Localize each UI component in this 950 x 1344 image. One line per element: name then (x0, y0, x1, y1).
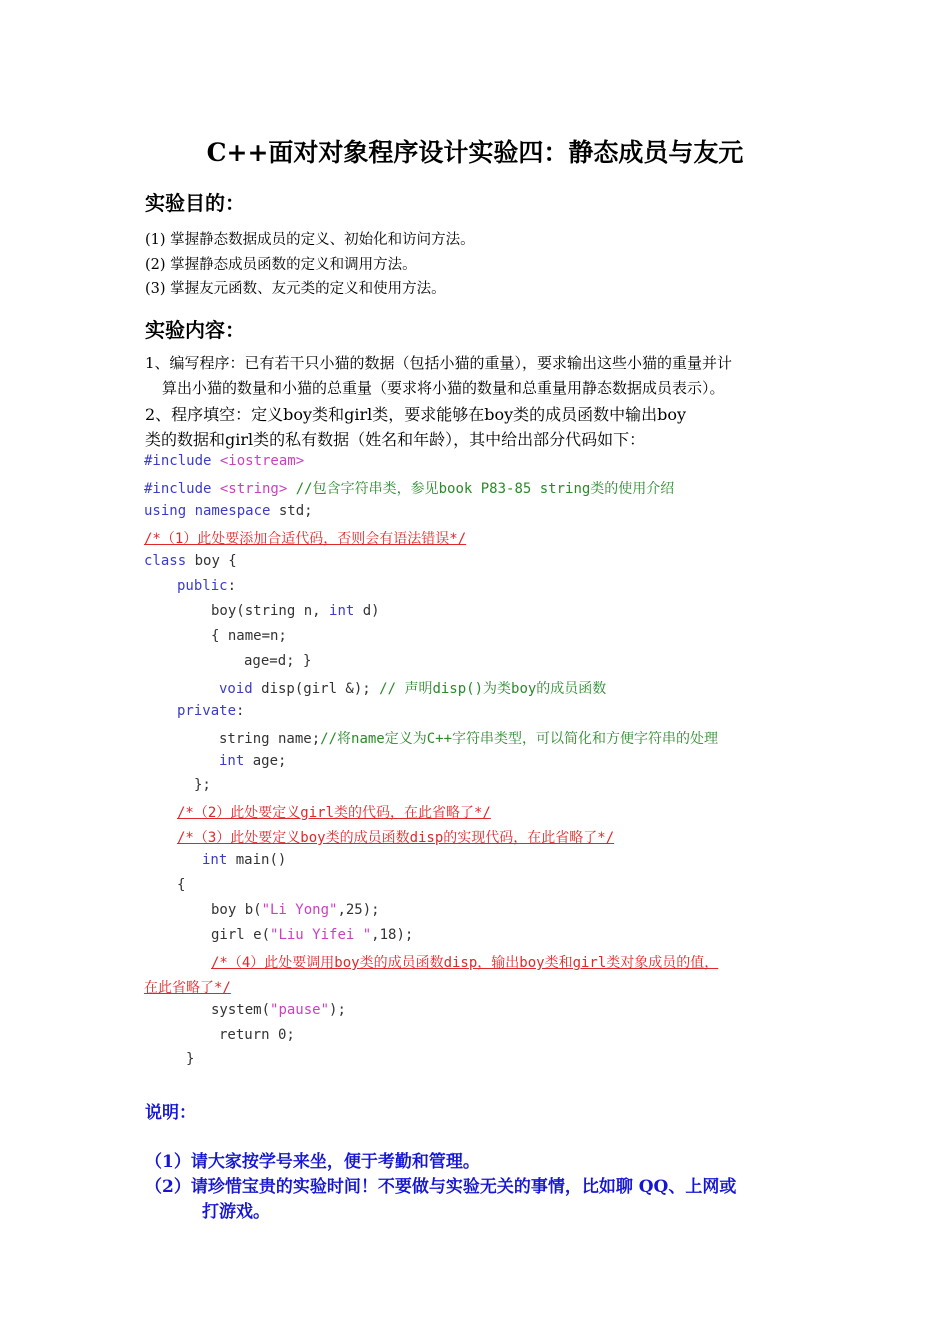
code-comment: // 声明disp()为类boy的成员函数 (379, 681, 607, 697)
document-title: C++面对对象程序设计实验四：静态成员与友元 (206, 138, 744, 167)
code-text: : (236, 703, 245, 719)
code-placeholder-2: /*（2）此处要定义girl类的代码，在此省略了*/ (177, 805, 491, 821)
code-text: std; (270, 503, 313, 519)
code-placeholder-1: /*（1）此处要添加合适代码，否则会有语法错误*/ (144, 531, 467, 547)
code-keyword: #include (144, 481, 220, 497)
code-line-main (202, 852, 286, 868)
code-keyword: void (219, 681, 253, 697)
code-string: "Liu Yifei " (270, 927, 372, 943)
code-text: ,18); (371, 927, 414, 943)
code-comment: //将name定义为C++字符串类型，可以简化和方便字符串的处理 (320, 731, 719, 747)
code-line-private (177, 703, 244, 719)
note-item: （2）请珍惜宝贵的实验时间！不要做与实验无关的事情，比如聊 QQ、上网或 (145, 1177, 737, 1197)
code-text: age; (244, 753, 287, 769)
code-line-return: return 0; (219, 1027, 295, 1043)
code-text: boy { (186, 553, 237, 569)
code-line-class-end: }; (194, 777, 211, 793)
code-keyword: private (177, 703, 237, 719)
code-line-body: age=d; } (244, 653, 312, 669)
code-string: "pause" (270, 1002, 330, 1018)
code-line-public (177, 578, 236, 594)
code-line-system (211, 1002, 346, 1018)
objective-item: (2) 掌握静态成员函数的定义和调用方法。 (145, 257, 417, 273)
code-line-constructor (211, 603, 380, 619)
code-line-boy-b (211, 902, 380, 918)
code-text: d) (354, 603, 380, 619)
code-line-brace: { (177, 877, 186, 893)
code-line-disp (219, 678, 606, 698)
code-text: : (227, 578, 237, 594)
notes-heading: 说明： (145, 1103, 196, 1123)
code-line-using (144, 503, 313, 519)
code-line-girl-e (211, 927, 413, 943)
code-text: disp(girl &); (252, 681, 380, 697)
code-text: main() (227, 852, 287, 868)
code-text: string name; (219, 731, 321, 747)
code-keyword: int (219, 753, 245, 769)
code-text: ); (329, 1002, 346, 1018)
code-line-name (219, 728, 718, 748)
objective-item: (1) 掌握静态数据成员的定义、初始化和访问方法。 (145, 232, 475, 248)
code-keyword: class (144, 553, 187, 569)
code-string: "Li Yong" (261, 902, 338, 918)
code-keyword: int (202, 852, 228, 868)
code-placeholder-4: /*（4）此处要调用boy类的成员函数disp，输出boy类和girl类对象成员的值， (211, 955, 719, 971)
task2-line: 类的数据和girl类的私有数据（姓名和年龄），其中给出部分代码如下： (145, 430, 646, 449)
code-keyword: int (329, 603, 355, 619)
content-heading: 实验内容： (145, 318, 245, 342)
code-line-include-string (144, 478, 674, 498)
code-text: system( (211, 1002, 271, 1018)
code-line-include-iostream (144, 453, 304, 469)
task1-line: 算出小猫的数量和小猫的总重量（要求将小猫的数量和总重量用静态数据成员表示）。 (162, 379, 725, 397)
objectives-heading: 实验目的： (145, 191, 245, 215)
code-string: <iostream> (219, 453, 305, 469)
code-line-class (144, 553, 237, 569)
code-placeholder-3: /*（3）此处要定义boy类的成员函数disp的实现代码，在此省略了*/ (177, 830, 615, 846)
code-line-body: { name=n; (211, 628, 287, 644)
code-text: boy b( (211, 902, 262, 918)
note-item: （1）请大家按学号来坐，便于考勤和管理。 (145, 1152, 480, 1172)
code-placeholder-4-cont: 在此省略了*/ (144, 980, 231, 996)
task1-line: 1、编写程序：已有若干只小猫的数据（包括小猫的重量），要求输出这些小猫的重量并计 (145, 354, 733, 372)
code-text: boy(string n, (211, 603, 330, 619)
code-line-age (219, 753, 286, 769)
code-keyword: using namespace (144, 503, 271, 519)
code-string: <string> (219, 481, 288, 497)
code-line-brace-end: } (186, 1051, 195, 1067)
code-text: ,25); (337, 902, 380, 918)
code-keyword: public (177, 578, 228, 594)
objective-item: (3) 掌握友元函数、友元类的定义和使用方法。 (145, 281, 446, 297)
code-comment: //包含字符串类，参见book P83-85 string类的使用介绍 (287, 481, 675, 497)
task2-line: 2、程序填空：定义boy类和girl类，要求能够在boy类的成员函数中输出boy (145, 405, 687, 424)
note-item-cont: 打游戏。 (202, 1202, 270, 1222)
code-text: girl e( (211, 927, 271, 943)
code-keyword: #include (144, 453, 220, 469)
